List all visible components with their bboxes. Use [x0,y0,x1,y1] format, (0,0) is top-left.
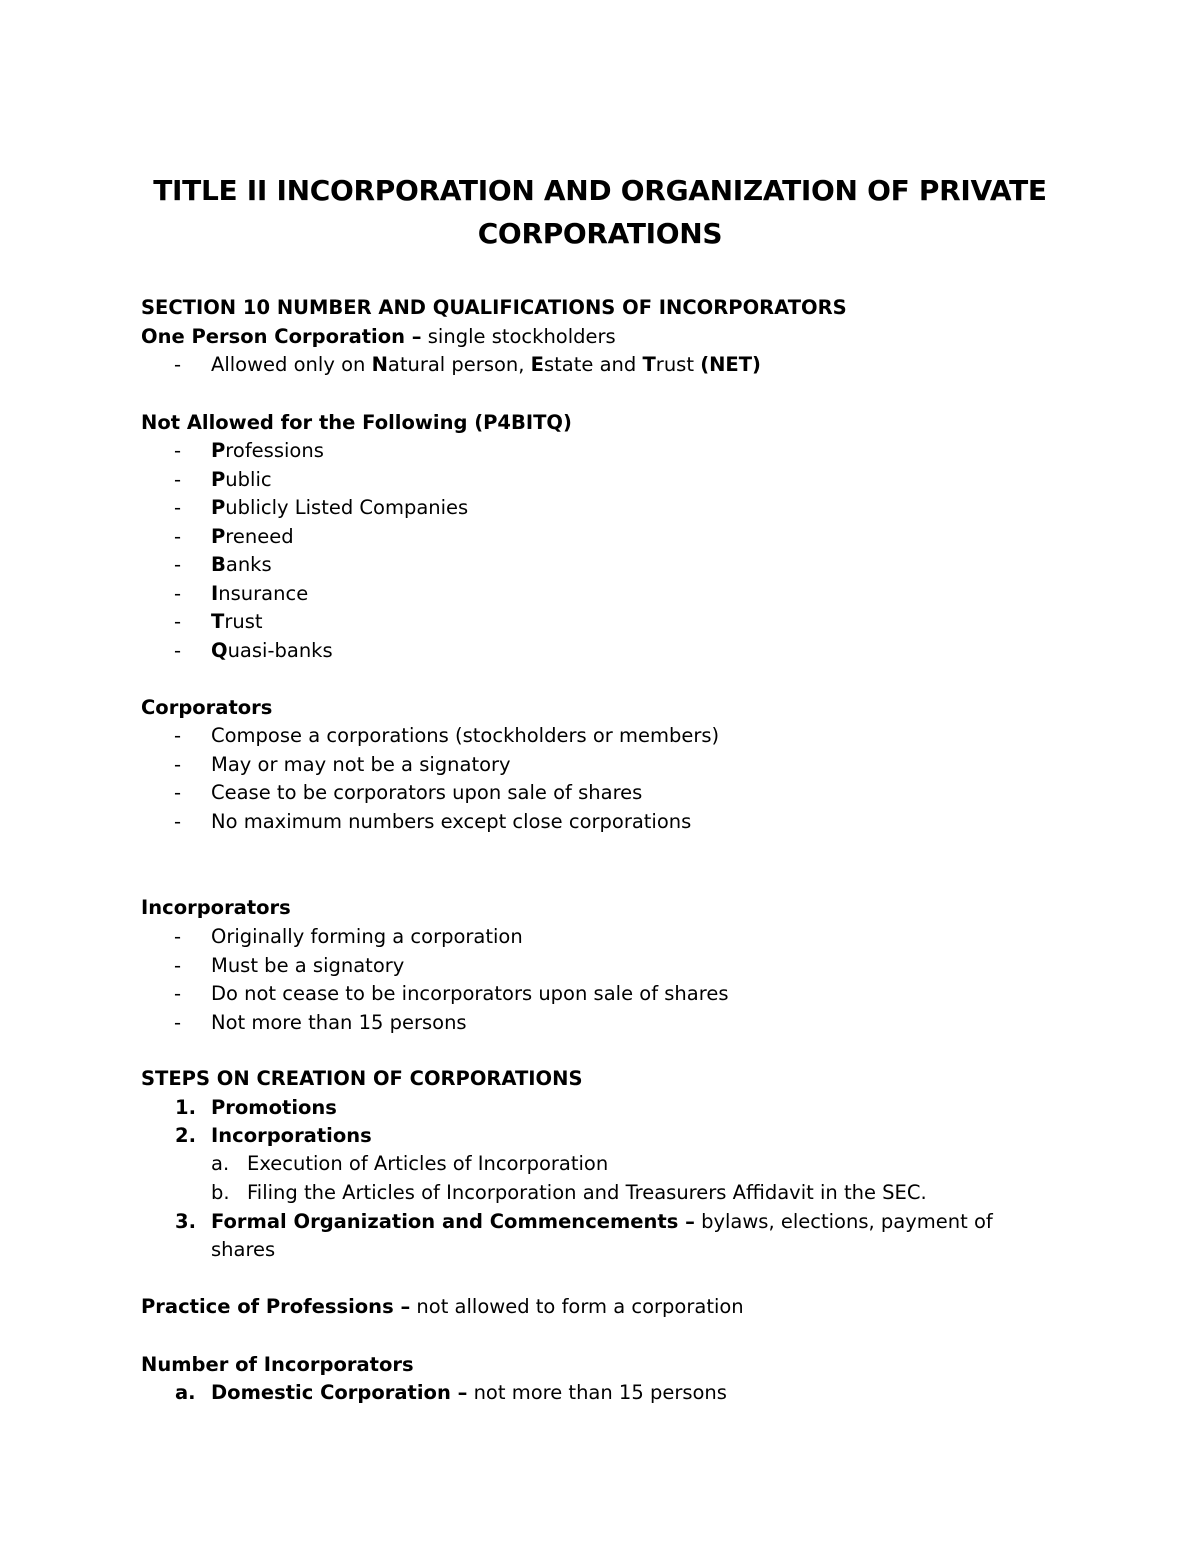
not-allowed-item [211,608,263,636]
list-dash: - [174,925,182,948]
incorporators-item: Not more than 15 persons [211,1010,467,1034]
not-allowed-heading: Not Allowed for the Following (P4BITQ) [141,411,572,434]
not-allowed-item [211,523,294,551]
item-rest: anks [225,553,272,576]
substep-letter-b: b. [211,1181,230,1204]
item-initial: I [211,581,219,605]
item-initial: T [211,610,225,633]
list-dash: - [174,953,182,977]
item-initial: P [211,524,226,548]
domestic-label: Domestic Corporation – [211,1381,468,1404]
step-promotions: Promotions [211,1096,337,1119]
corporators-heading: Corporators [141,696,273,719]
practice-label: Practice of Professions – [141,1295,411,1318]
domestic-corporation [211,1379,727,1407]
item-rest: uasi-banks [227,638,333,662]
not-allowed-item [211,494,468,522]
corporators-item: May or may not be a signatory [211,752,511,776]
net-item [211,351,761,379]
list-dash: - [174,781,182,805]
net-initial-e: E [530,353,544,376]
corporators-item: No maximum numbers except close corporations [211,810,692,834]
corporators-item: Compose a corporations (stockholders or members) [211,724,720,747]
opc-line [141,323,616,351]
item-initial: B [211,553,226,576]
item-rest: ublicly Listed Companies [225,496,469,519]
list-dash: - [174,496,182,519]
step-3-text: bylaws, elections, payment of [694,1210,993,1233]
substep-execution: Execution of Articles of Incorporation [247,1152,609,1175]
list-dash: - [174,724,182,747]
practice-of-professions [141,1293,744,1321]
not-allowed-item [211,551,272,579]
item-initial: P [211,467,226,491]
step-3-label: Formal Organization and Commencements – [211,1210,695,1233]
item-rest: reneed [225,524,294,548]
list-dash: - [174,353,182,376]
list-dash: - [174,467,182,491]
net-initial-n: N [371,353,388,376]
title-line-2: CORPORATIONS [477,217,723,250]
list-dash: - [174,752,182,776]
net-initial-t: T [642,353,656,376]
list-dash: - [174,982,182,1005]
net-text-b: atural person, [387,353,531,376]
steps-heading: STEPS ON CREATION OF CORPORATIONS [141,1067,583,1090]
document-title [100,169,1100,255]
step-number-1: 1. [175,1096,196,1119]
opc-text: single stockholders [421,325,616,348]
section-10-heading: SECTION 10 NUMBER AND QUALIFICATIONS OF INCORPORATORS [141,296,847,319]
substep-letter-a: a. [211,1152,230,1175]
domestic-text: not more than 15 persons [467,1381,727,1404]
not-allowed-item [211,437,324,465]
item-rest: rust [224,610,263,633]
step-3-continuation: shares [211,1238,276,1261]
item-rest: nsurance [218,581,309,605]
not-allowed-item [211,580,308,608]
number-of-incorporators-heading: Number of Incorporators [141,1353,414,1376]
title-line-1: TITLE II INCORPORATION AND ORGANIZATION OF PRIVATE [153,174,1047,207]
step-number-3: 3. [175,1210,196,1233]
item-initial: Q [211,638,228,662]
not-allowed-item [211,466,272,494]
incorporators-item: Must be a signatory [211,953,405,977]
net-text-d: rust [655,353,701,376]
opc-label: One Person Corporation – [141,325,422,348]
list-dash: - [174,610,182,633]
net-text-a: Allowed only on [211,353,372,376]
incorporators-heading: Incorporators [141,896,291,919]
incorporators-item: Do not cease to be incorporators upon sale of shares [211,982,729,1005]
item-rest: rofessions [225,439,324,462]
incorporators-item: Originally forming a corporation [211,925,523,948]
list-dash: - [174,638,182,662]
item-rest: ublic [225,467,272,491]
list-dash: - [174,1010,182,1034]
domestic-letter: a. [175,1381,196,1404]
net-text-c: state and [544,353,643,376]
item-initial: P [211,496,226,519]
item-initial: P [211,439,226,462]
step-number-2: 2. [175,1124,196,1147]
step-formal-organization [211,1208,993,1236]
list-dash: - [174,524,182,548]
substep-filing: Filing the Articles of Incorporation and Treasurers Affidavit in the SEC. [247,1181,927,1204]
net-acronym: (NET) [700,353,761,376]
list-dash: - [174,810,182,834]
practice-text: not allowed to form a corporation [410,1295,744,1318]
list-dash: - [174,581,182,605]
step-incorporations: Incorporations [211,1124,372,1147]
corporators-item: Cease to be corporators upon sale of shares [211,781,643,805]
list-dash: - [174,439,182,462]
not-allowed-item [211,637,333,665]
list-dash: - [174,553,182,576]
